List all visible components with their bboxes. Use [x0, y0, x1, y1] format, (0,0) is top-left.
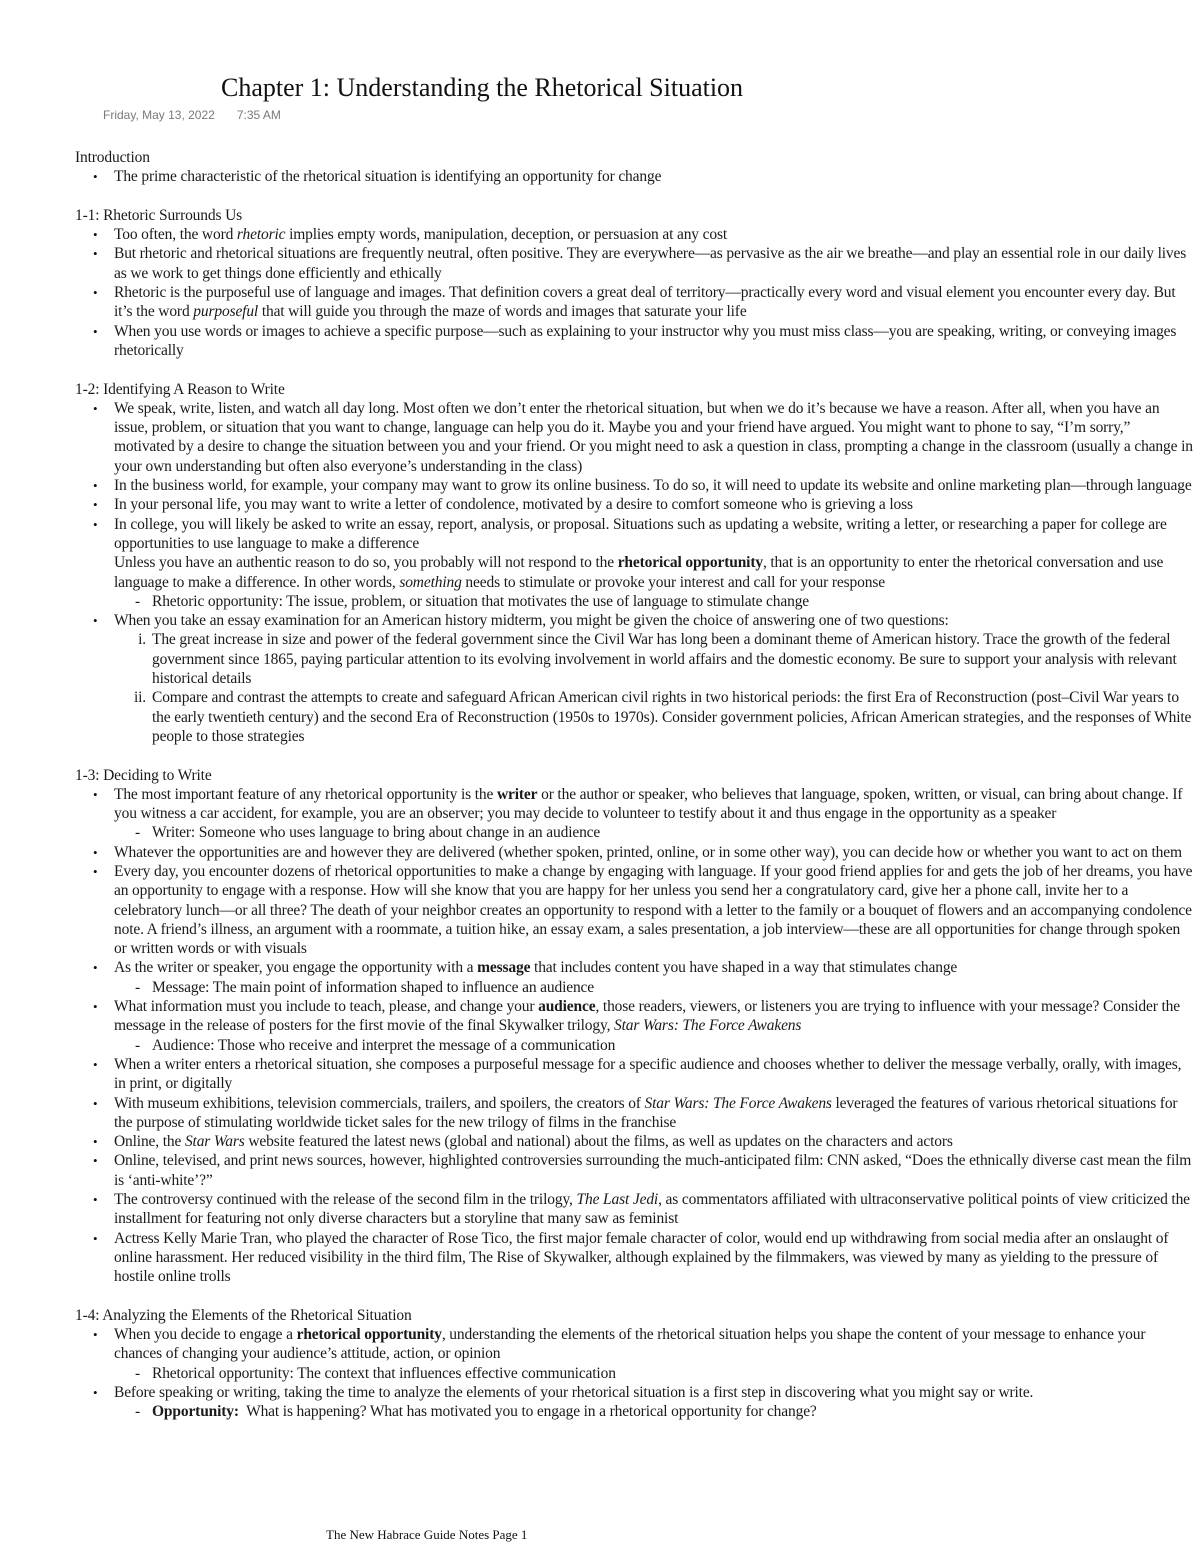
exam-question: ii. Compare and contrast the attempts to create and safeguard African American civil rights in two historical periods: the first Era of Reconstruction (post–Civil War years to the early twentieth century) and the second Era of Reconstruction (1950s to 1970s). Consider government policies, African American strategies, and the responses of White people to those strategies	[133, 689, 1192, 745]
list-item: • What information must you include to teach, please, and change your audience, those readers, viewers, or listeners you are trying to influence with your message? Consider the message in the release of posters for the first movie of the final Skywalker trilogy, Star Wars: The Force Awakens - Audience: Those who receive and interpret the message of a communication	[75, 997, 1193, 1055]
dash-list	[114, 823, 1193, 842]
dash-list	[114, 1364, 1193, 1383]
section-heading: 1-3: Deciding to Write	[75, 766, 212, 784]
list-item: • We speak, write, listen, and watch all day long. Most often we don’t enter the rhetorical situation, but when we do it’s because we have a reason. After all, when you have an issue, problem, or situation that you want to change, language can help you do it. Maybe you and your friend have argued. You might want to phone to say, “I’m sorry,” motivated by a desire to change the situation between you and your friend. Or you might need to ask a question in class, prompting a change in the classroom (usually a change in your own understanding but often also everyone’s understanding in the class)	[75, 399, 1193, 476]
definition-item: - Audience: Those who receive and interpret the message of a communication	[114, 1036, 1193, 1055]
list-item: • The prime characteristic of the rhetorical situation is identifying an opportunity for change	[75, 167, 1193, 186]
page-date: Friday, May 13, 2022	[103, 108, 215, 122]
list-item: • In your personal life, you may want to write a letter of condolence, motivated by a desire to comfort someone who is grieving a loss	[75, 495, 1193, 514]
list-item: • When you take an essay examination for an American history midterm, you might be given the choice of answering one of two questions: i. The great increase in size and power of the federal government since the Civil War has long been a dominant theme of American history. Trace the growth of the federal government since 1865, paying particular attention to its evolving involvement in world affairs and the domestic economy. Be sure to support your analysis with relevant historical details ii. Compare and contrast the attempts to create and safeguard African American civil rights in two historical periods: the first Era of Reconstruction (post–Civil War years to the early twentieth century) and the second Era of Reconstruction (1950s to 1970s). Consider government policies, African American strategies, and the responses of White people to those strategies	[75, 611, 1193, 746]
exam-question: i. The great increase in size and power of the federal government since the Civil War has long been a dominant theme of American history. Trace the growth of the federal government since 1865, paying particular attention to its evolving involvement in world affairs and the domestic economy. Be sure to support your analysis with relevant historical details	[138, 631, 1177, 688]
section-1-3	[75, 766, 1193, 1287]
list-item: • Online, the Star Wars website featured the latest news (global and national) about the films, as well as updates on the characters and actors	[75, 1132, 1193, 1151]
page-timestamp	[103, 108, 281, 122]
list-item: • Before speaking or writing, taking the time to analyze the elements of your rhetorical situation is a first step in discovering what you might say or write. - Opportunity: What is happening? What has motivated you to engage in a rhetorical opportunity for change?	[75, 1383, 1193, 1422]
numbered-list	[114, 630, 1193, 746]
list-item: • The most important feature of any rhetorical opportunity is the writer or the author or speaker, who believes that language, spoken, written, or visual, can bring about change. If you witness a car accident, for example, you are an observer; you may decide to volunteer to testify about it and thus engage in the opportunity as a speaker - Writer: Someone who uses language to bring about change in an audience	[75, 785, 1193, 843]
list-item: • With museum exhibitions, television commercials, trailers, and spoilers, the creators of Star Wars: The Force Awakens leveraged the features of various rhetorical situations for the purpose of stimulating worldwide ticket sales for the new trilogy of films in the franchise	[75, 1094, 1193, 1133]
definition-item: - Message: The main point of information shaped to influence an audience	[114, 978, 1193, 997]
bullet-list	[75, 167, 1193, 186]
bullet-list	[75, 399, 1193, 746]
list-item: • Too often, the word rhetoric implies empty words, manipulation, deception, or persuasion at any cost	[75, 225, 1193, 244]
definition-item: - Writer: Someone who uses language to bring about change in an audience	[114, 823, 1193, 842]
section-1-2	[75, 380, 1193, 747]
bullet-list	[75, 785, 1193, 1287]
note-body	[75, 148, 1193, 1441]
definition-item: - Opportunity: What is happening? What has motivated you to engage in a rhetorical opportunity for change?	[114, 1402, 1193, 1421]
section-1-4	[75, 1306, 1193, 1422]
list-item: • The controversy continued with the release of the second film in the trilogy, The Last Jedi, as commentators affiliated with ultraconservative political points of view criticized the installment for featuring not only diverse characters but a storyline that many saw as feminist	[75, 1190, 1193, 1229]
list-item: • As the writer or speaker, you engage the opportunity with a message that includes content you have shaped in a way that stimulates change - Message: The main point of information shaped to influence an audience	[75, 958, 1193, 997]
dash-list	[114, 978, 1193, 997]
list-item: • Actress Kelly Marie Tran, who played the character of Rose Tico, the first major female character of color, would end up withdrawing from social media after an onslaught of online harassment. Her reduced visibility in the third film, The Rise of Skywalker, although explained by the filmmakers, was viewed by many as yielding to the pressure of hostile online trolls	[75, 1229, 1193, 1287]
bullet-list	[75, 1325, 1193, 1421]
dash-list	[114, 1036, 1193, 1055]
list-item: • When you decide to engage a rhetorical opportunity, understanding the elements of the rhetorical situation helps you shape the content of your message to enhance your chances of changing your audience’s attitude, action, or opinion - Rhetorical opportunity: The context that influences effective communication	[75, 1325, 1193, 1383]
list-item: • Online, televised, and print news sources, however, highlighted controversies surrounding the much-anticipated film: CNN asked, “Does the ethnically diverse cast mean the film is ‘anti-white’?”	[75, 1151, 1193, 1190]
section-1-1	[75, 206, 1193, 360]
page-time: 7:35 AM	[236, 108, 281, 122]
list-item: • When a writer enters a rhetorical situation, she composes a purposeful message for a specific audience and chooses whether to deliver the message verbally, orally, with images, in print, or digitally	[75, 1055, 1193, 1094]
section-heading: 1-2: Identifying A Reason to Write	[75, 380, 285, 398]
list-item: • Rhetoric is the purposeful use of language and images. That definition covers a great deal of territory—practically every word and visual element you encounter every day. But it’s the word purposeful that will guide you through the maze of words and images that saturate your life	[75, 283, 1193, 322]
section-heading: Introduction	[75, 149, 150, 166]
page-footer: The New Habrace Guide Notes Page 1	[326, 1527, 528, 1542]
dash-list	[114, 1402, 1193, 1421]
definition-item: - Rhetoric opportunity: The issue, problem, or situation that motivates the use of language to stimulate change	[114, 592, 1193, 611]
section-heading: 1-1: Rhetoric Surrounds Us	[75, 206, 243, 224]
bullet-list	[75, 225, 1193, 360]
list-item: • Whatever the opportunities are and however they are delivered (whether spoken, printed, online, or in some other way), you can decide how or whether you want to act on them	[75, 843, 1193, 862]
list-item: • Every day, you encounter dozens of rhetorical opportunities to make a change by engaging with language. If your good friend applies for and gets the job of her dreams, you have an opportunity to engage with a response. How will she know that you are happy for her unless you send her a congratulatory card, give her a phone call, invite her to a celebratory lunch—or all three? The death of your neighbor creates an opportunity to respond with a letter to the family or a bouquet of flowers and an accompanying condolence note. A friend’s illness, an argument with a roommate, a tuition hike, an essay exam, a sales presentation, a job interview—these are all opportunities for change through spoken or written words or with visuals	[75, 862, 1193, 958]
definition-item: - Rhetorical opportunity: The context that influences effective communication	[114, 1364, 1193, 1383]
list-item: • In the business world, for example, your company may want to grow its online business. To do so, it will need to update its website and online marketing plan—through language	[75, 476, 1193, 495]
page-title: Chapter 1: Understanding the Rhetorical Situation	[221, 73, 744, 102]
list-item: • In college, you will likely be asked to write an essay, report, analysis, or proposal. Situations such as updating a website, writing a letter, or researching a paper for college are opportunities to use language to make a difference Unless you have an authentic reason to do so, you probably will not respond to the rhetorical opportunity, that is an opportunity to enter the rhetorical conversation and use language to make a difference. In other words, something needs to stimulate or provoke your interest and call for your response - Rhetoric opportunity: The issue, problem, or situation that motivates the use of language to stimulate change	[75, 515, 1193, 611]
dash-list	[114, 592, 1193, 611]
indented-paragraph: Unless you have an authentic reason to do so, you probably will not respond to the rhetorical opportunity, that is an opportunity to enter the rhetorical conversation and use language to make a difference. In other words, something needs to stimulate or provoke your interest and call for your response	[114, 554, 1164, 591]
section-introduction	[75, 148, 1193, 187]
section-heading: 1-4: Analyzing the Elements of the Rhetorical Situation	[75, 1306, 412, 1324]
list-item: • When you use words or images to achieve a specific purpose—such as explaining to your instructor why you must miss class—you are speaking, writing, or conveying images rhetorically	[75, 322, 1193, 361]
list-item: • But rhetoric and rhetorical situations are frequently neutral, often positive. They are everywhere—as pervasive as the air we breathe—and play an essential role in our daily lives as we work to get things done efficiently and ethically	[75, 244, 1193, 283]
